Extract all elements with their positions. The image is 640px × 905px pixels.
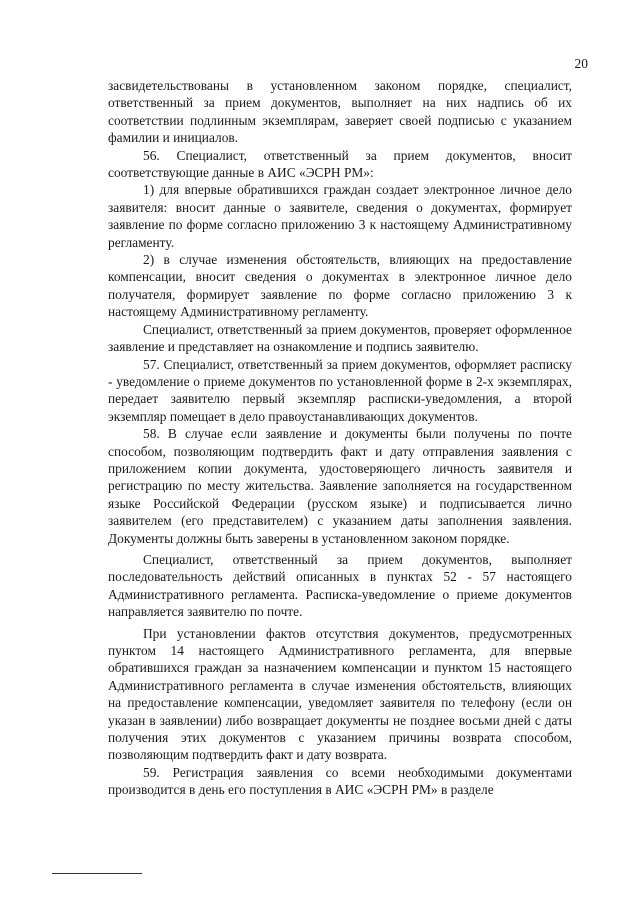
paragraph-specialist-sequence: Специалист, ответственный за прием документов, выполняет последовательность действий описанных в пунктах 52 - 57 настоящего Административного регламента. Расписка-уведомление о приеме документов направляется заявителю по почте.	[108, 551, 572, 620]
paragraph-item-57: 57. Специалист, ответственный за прием документов, оформляет расписку - уведомление о приеме документов по установленной форме в 2-х экземплярах, передает заявителю первый экземпляр расписки-уведомления, а второй экземпляр помещает в дело правоустанавливающих документов.	[108, 356, 572, 424]
document-body	[108, 77, 572, 799]
paragraph-specialist-check: Специалист, ответственный за прием документов, проверяет оформленное заявление и представляет на ознакомление и подпись заявителю.	[108, 321, 572, 355]
paragraph-missing-documents: При установлении фактов отсутствия документов, предусмотренных пунктом 14 настоящего Административного регламента, для впервые обратившихся граждан за назначением компенсации и пунктом 15 настоящего Административного регламента в случае изменения обстоятельств, влияющих на предоставление компенсации, уведомляет заявителя по телефону (если он указан в заявлении) либо возвращает документы не позднее восьми дней с даты получения этих документов с указанием причины возврата способом, позволяющим подтвердить факт и дату возврата.	[108, 625, 572, 763]
paragraph-subitem-1: 1) для впервые обратившихся граждан создает электронное личное дело заявителя: вносит данные о заявителе, сведения о документах, формирует заявление по форме согласно приложению 3 к настоящему Административному регламенту.	[108, 182, 572, 250]
paragraph-item-58: 58. В случае если заявление и документы были получены по почте способом, позволяющим подтвердить факт и дату отправления заявления с приложением копии документа, удостоверяющего личность заявителя и регистрацию по месту жительства. Заявление заполняется на государственном языке Российской Федерации (русском языке) и подписывается лично заявителем (его представителем) с указанием даты заполнения заявления. Документы должны быть заверены в установленном законом порядке.	[108, 426, 572, 546]
paragraph-item-59: 59. Регистрация заявления со всеми необходимыми документами производится в день его поступления в АИС «ЭСРН РМ» в разделе	[108, 764, 572, 798]
page-number: 20	[574, 56, 588, 71]
paragraph-continuation: засвидетельствованы в установленном законом порядке, специалист, ответственный за прием документов, выполняет на них надпись об их соответствии подлинным экземплярам, заверяет своей подписью с указанием фамилии и инициалов.	[108, 78, 572, 146]
paragraph-subitem-2: 2) в случае изменения обстоятельств, влияющих на предоставление компенсации, вносит сведения о документах в электронное личное дело получателя, формирует заявление по форме согласно приложению 3 к настоящему Административному регламенту.	[108, 252, 572, 320]
paragraph-item-56: 56. Специалист, ответственный за прием документов, вносит соответствующие данные в АИС «ЭСРН РМ»:	[108, 147, 572, 181]
footnote-divider	[52, 873, 142, 874]
